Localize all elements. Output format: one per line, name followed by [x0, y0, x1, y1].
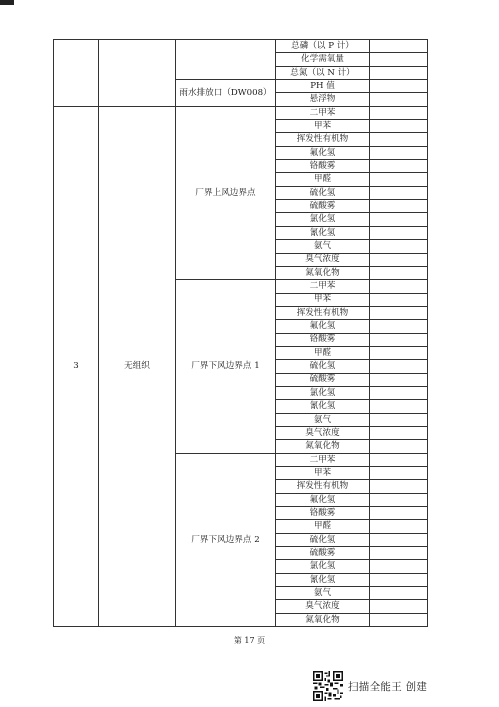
monitoring-item: 甲苯	[276, 120, 370, 133]
remarks-cell	[370, 240, 428, 253]
monitoring-item: 氯化氢	[276, 560, 370, 573]
remarks-cell	[370, 547, 428, 560]
monitoring-item: 氟化氢	[276, 493, 370, 506]
monitoring-item: 氮氧化物	[276, 440, 370, 453]
remarks-cell	[370, 160, 428, 173]
monitoring-item: 铬酸雾	[276, 507, 370, 520]
monitoring-item: 氯化氢	[276, 386, 370, 399]
remarks-cell	[370, 453, 428, 466]
source-type-cell	[99, 40, 176, 107]
monitoring-item: 硫化氢	[276, 186, 370, 199]
monitoring-item: 甲醛	[276, 173, 370, 186]
monitoring-item: 悬浮物	[276, 93, 370, 106]
monitoring-item: 氨气	[276, 240, 370, 253]
remarks-cell	[370, 373, 428, 386]
monitoring-item: 甲醛	[276, 346, 370, 359]
table-row	[54, 106, 428, 119]
remarks-cell	[370, 266, 428, 279]
monitoring-item: 氯化氢	[276, 213, 370, 226]
remarks-cell	[370, 480, 428, 493]
remarks-cell	[370, 533, 428, 546]
remarks-cell	[370, 493, 428, 506]
monitoring-item: 氟化氢	[276, 146, 370, 159]
monitoring-table	[53, 39, 428, 627]
remarks-cell	[370, 346, 428, 359]
monitoring-item: 氰化氢	[276, 573, 370, 586]
remarks-cell	[370, 613, 428, 626]
scanner-brand: 扫描全能王 创建	[348, 681, 428, 693]
monitoring-item: 硫酸雾	[276, 547, 370, 560]
remarks-cell	[370, 333, 428, 346]
monitoring-item: 二甲苯	[276, 453, 370, 466]
page-number: 第 17 页	[233, 636, 266, 645]
remarks-cell	[370, 320, 428, 333]
monitoring-item: 氮氧化物	[276, 613, 370, 626]
remarks-cell	[370, 120, 428, 133]
remarks-cell	[370, 507, 428, 520]
monitoring-item: 氮氧化物	[276, 266, 370, 279]
monitoring-item: 铬酸雾	[276, 333, 370, 346]
monitoring-item: 氰化氢	[276, 226, 370, 239]
monitoring-item: 硫酸雾	[276, 200, 370, 213]
remarks-cell	[370, 600, 428, 613]
remarks-cell	[370, 280, 428, 293]
remarks-cell	[370, 80, 428, 93]
scan-edge-mark	[0, 0, 14, 5]
remarks-cell	[370, 440, 428, 453]
monitoring-point-cell	[176, 40, 276, 80]
monitoring-item: 氟化氢	[276, 320, 370, 333]
remarks-cell	[370, 587, 428, 600]
remarks-cell	[370, 400, 428, 413]
monitoring-item: 铬酸雾	[276, 160, 370, 173]
index-cell	[54, 40, 99, 107]
monitoring-item: 硫化氢	[276, 360, 370, 373]
remarks-cell	[370, 573, 428, 586]
monitoring-item: 氰化氢	[276, 400, 370, 413]
remarks-cell	[370, 106, 428, 119]
monitoring-point-cell: 厂界下风边界点 2	[176, 453, 276, 626]
remarks-cell	[370, 253, 428, 266]
monitoring-item: 臭气浓度	[276, 253, 370, 266]
monitoring-item: 二甲苯	[276, 280, 370, 293]
remarks-cell	[370, 413, 428, 426]
monitoring-item: 总氮（以 N 计）	[276, 66, 370, 79]
monitoring-item: 硫化氢	[276, 533, 370, 546]
remarks-cell	[370, 520, 428, 533]
monitoring-item: 氨气	[276, 587, 370, 600]
remarks-cell	[370, 386, 428, 399]
monitoring-point-cell: 厂界上风边界点	[176, 106, 276, 279]
remarks-cell	[370, 560, 428, 573]
monitoring-item: 甲苯	[276, 467, 370, 480]
monitoring-point-cell: 雨水排放口（DW008）	[176, 80, 276, 107]
monitoring-item: 硫酸雾	[276, 373, 370, 386]
monitoring-item: 化学需氧量	[276, 53, 370, 66]
remarks-cell	[370, 40, 428, 53]
monitoring-item: 氨气	[276, 413, 370, 426]
monitoring-item: 甲苯	[276, 293, 370, 306]
remarks-cell	[370, 133, 428, 146]
qr-code-icon	[313, 671, 343, 701]
remarks-cell	[370, 213, 428, 226]
monitoring-item: 挥发性有机物	[276, 133, 370, 146]
section-index: 3	[54, 106, 99, 626]
monitoring-item: 总磷（以 P 计）	[276, 40, 370, 53]
remarks-cell	[370, 426, 428, 439]
remarks-cell	[370, 293, 428, 306]
monitoring-item: 臭气浓度	[276, 426, 370, 439]
remarks-cell	[370, 186, 428, 199]
table-row	[54, 40, 428, 53]
remarks-cell	[370, 200, 428, 213]
remarks-cell	[370, 173, 428, 186]
monitoring-item: 二甲苯	[276, 106, 370, 119]
remarks-cell	[370, 360, 428, 373]
monitoring-item: 甲醛	[276, 520, 370, 533]
remarks-cell	[370, 467, 428, 480]
monitoring-item: 臭气浓度	[276, 600, 370, 613]
monitoring-point-cell: 厂界下风边界点 1	[176, 280, 276, 453]
source-type-cell: 无组织	[99, 106, 176, 626]
remarks-cell	[370, 226, 428, 239]
monitoring-item: 挥发性有机物	[276, 480, 370, 493]
monitoring-item: 挥发性有机物	[276, 306, 370, 319]
remarks-cell	[370, 146, 428, 159]
remarks-cell	[370, 93, 428, 106]
remarks-cell	[370, 306, 428, 319]
monitoring-item: PH 值	[276, 80, 370, 93]
remarks-cell	[370, 53, 428, 66]
remarks-cell	[370, 66, 428, 79]
